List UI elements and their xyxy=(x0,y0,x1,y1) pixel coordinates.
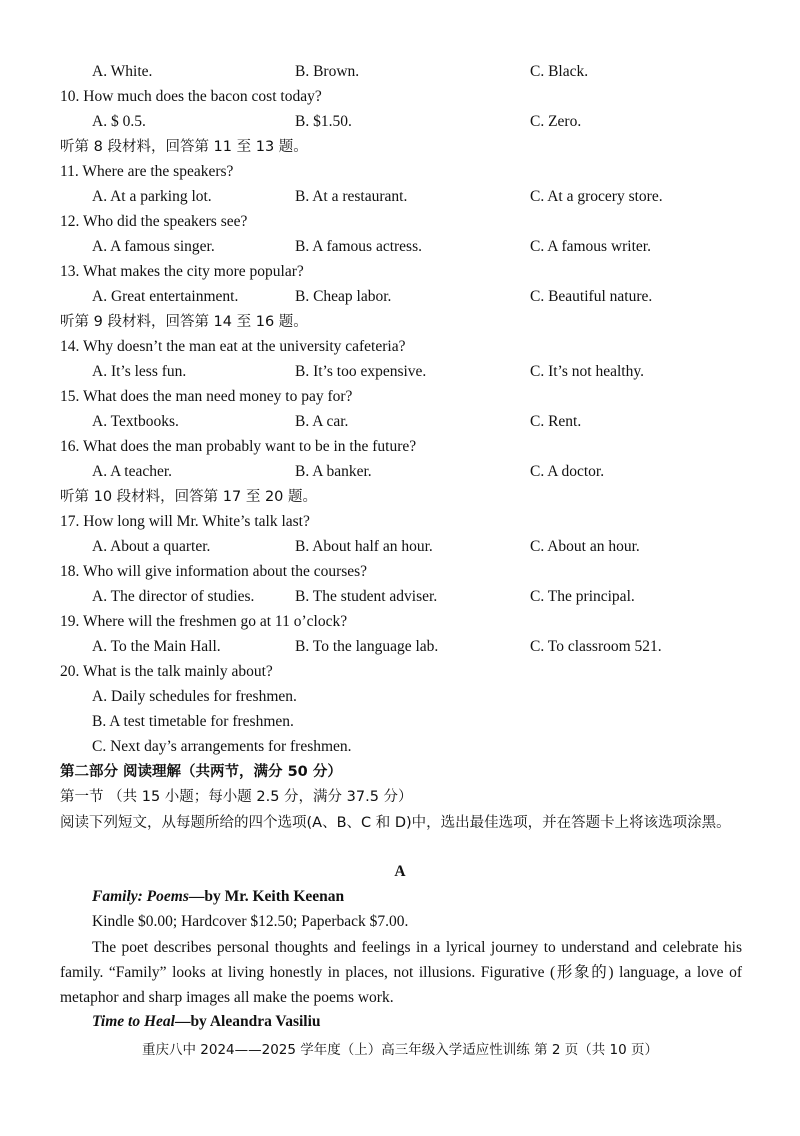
part2-title: 第二部分 阅读理解（共两节，满分 50 分） xyxy=(60,764,342,780)
q13-option-b: B. Cheap labor. xyxy=(295,288,392,305)
q20-option-b: B. A test timetable for freshmen. xyxy=(92,713,294,730)
section-header-9: 听第 9 段材料，回答第 14 至 16 题。 xyxy=(60,314,308,330)
q12-option-b: B. A famous actress. xyxy=(295,238,422,255)
q10-option-a: A. $ 0.5. xyxy=(92,113,146,130)
q12-stem: 12. Who did the speakers see? xyxy=(60,213,248,230)
passage-label: A xyxy=(394,863,406,880)
q9-option-c: C. Black. xyxy=(530,63,589,80)
q15-stem: 15. What does the man need money to pay for? xyxy=(60,388,353,405)
q12-option-c: C. A famous writer. xyxy=(530,238,651,255)
q20-option-c: C. Next day’s arrangements for freshmen. xyxy=(92,738,352,755)
q19-stem: 19. Where will the freshmen go at 11 o’clock? xyxy=(60,613,348,630)
q17-stem: 17. How long will Mr. White’s talk last? xyxy=(60,513,310,530)
q19-option-b: B. To the language lab. xyxy=(295,638,439,655)
q18-option-b: B. The student adviser. xyxy=(295,588,438,605)
book1-title: Family: Poems xyxy=(92,888,189,905)
q19-option-c: C. To classroom 521. xyxy=(530,638,662,655)
q12-option-a: A. A famous singer. xyxy=(92,238,215,255)
q11-option-c: C. At a grocery store. xyxy=(530,188,663,205)
part2-instruction: 阅读下列短文，从每题所给的四个选项(A、B、C 和 D)中，选出最佳选项，并在答题卡上将该选项涂黑。 xyxy=(60,815,731,831)
q18-stem: 18. Who will give information about the courses? xyxy=(60,563,368,580)
q13-option-a: A. Great entertainment. xyxy=(92,288,239,305)
book1-description: The poet describes personal thoughts and feelings in a lyrical journey to understand and celebrate his family. “Family” looks at living honestly in places, not illusions. Figurative (形象的) language, a love of metaphor and sharp images all make the poems work. xyxy=(60,939,742,1006)
q16-option-c: C. A doctor. xyxy=(530,463,605,480)
page-footer: 重庆八中 2024——2025 学年度（上）高三年级入学适应性训练 第 2 页（共 10 页） xyxy=(141,1042,659,1058)
q17-option-b: B. About half an hour. xyxy=(295,538,433,555)
q11-option-a: A. At a parking lot. xyxy=(92,188,212,205)
q9-option-a: A. White. xyxy=(92,63,153,80)
q16-option-a: A. A teacher. xyxy=(92,463,173,480)
q18-option-c: C. The principal. xyxy=(530,588,635,605)
q11-stem: 11. Where are the speakers? xyxy=(60,163,234,180)
q13-option-c: C. Beautiful nature. xyxy=(530,288,653,305)
q15-option-a: A. Textbooks. xyxy=(92,413,179,430)
q15-option-b: B. A car. xyxy=(295,413,349,430)
q14-option-a: A. It’s less fun. xyxy=(92,363,187,380)
q13-stem: 13. What makes the city more popular? xyxy=(60,263,304,280)
book1-author: —by Mr. Keith Keenan xyxy=(188,888,345,905)
book2-heading xyxy=(92,1012,321,1032)
q9-option-b: B. Brown. xyxy=(295,63,360,80)
q15-option-c: C. Rent. xyxy=(530,413,582,430)
book1-prices: Kindle $0.00; Hardcover $12.50; Paperback $7.00. xyxy=(92,913,409,930)
q14-option-b: B. It’s too expensive. xyxy=(295,363,427,380)
q14-stem: 14. Why doesn’t the man eat at the university cafeteria? xyxy=(60,338,406,355)
section-header-10: 听第 10 段材料，回答第 17 至 20 题。 xyxy=(60,489,318,505)
q17-option-c: C. About an hour. xyxy=(530,538,640,555)
q16-stem: 16. What does the man probably want to be in the future? xyxy=(60,438,417,455)
book2-author: —by Aleandra Vasiliu xyxy=(174,1013,321,1030)
section-header-8: 听第 8 段材料，回答第 11 至 13 题。 xyxy=(60,139,308,155)
q16-option-b: B. A banker. xyxy=(295,463,372,480)
q20-stem: 20. What is the talk mainly about? xyxy=(60,663,273,680)
part2-section1: 第一节 （共 15 小题；每小题 2.5 分，满分 37.5 分） xyxy=(60,789,413,805)
book2-title: Time to Heal xyxy=(92,1013,175,1030)
q17-option-a: A. About a quarter. xyxy=(92,538,211,555)
q19-option-a: A. To the Main Hall. xyxy=(92,638,221,655)
book1-heading xyxy=(92,887,344,907)
q10-option-b: B. $1.50. xyxy=(295,113,352,130)
q18-option-a: A. The director of studies. xyxy=(92,588,255,605)
q14-option-c: C. It’s not healthy. xyxy=(530,363,644,380)
q10-option-c: C. Zero. xyxy=(530,113,582,130)
q11-option-b: B. At a restaurant. xyxy=(295,188,408,205)
q20-option-a: A. Daily schedules for freshmen. xyxy=(92,688,297,705)
q10-stem: 10. How much does the bacon cost today? xyxy=(60,88,322,105)
